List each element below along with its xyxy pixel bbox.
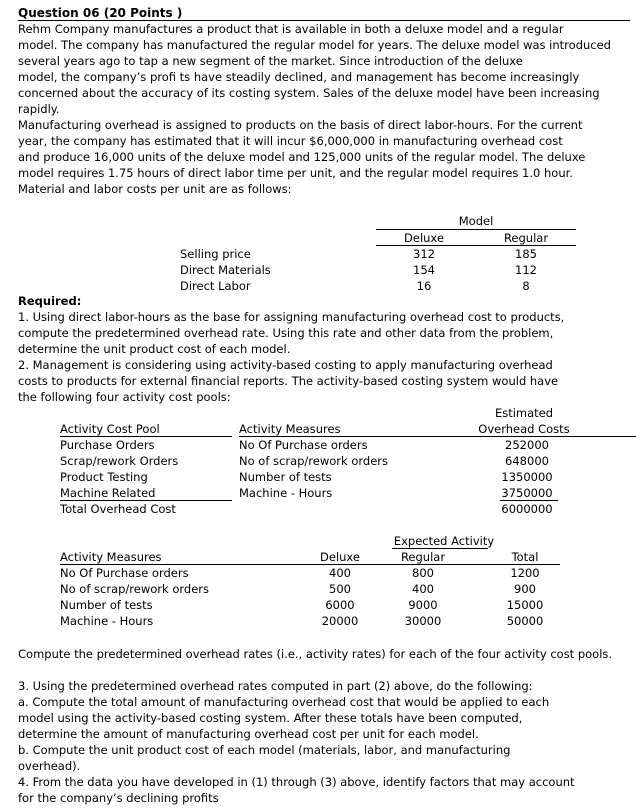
intro-line: Manufacturing overhead is assigned to products on the basis of direct labor-hours. For the current xyxy=(18,118,583,132)
activity-row-measure: No Of Purchase orders xyxy=(60,566,189,580)
activity-row-deluxe: 500 xyxy=(329,582,351,596)
cost-row-label: Direct Labor xyxy=(180,279,251,293)
cost-row-regular: 112 xyxy=(515,263,537,277)
activity-row-regular: 400 xyxy=(412,582,434,596)
intro-line: Material and labor costs per unit are as follows: xyxy=(18,182,292,196)
intro-line: year, the company has estimated that it will incur $6,000,000 in manufacturing overhead cost xyxy=(18,134,563,148)
intro-line: model requires 1.75 hours of direct labor time per unit, and the regular model requires 1.0 hour. xyxy=(18,166,573,180)
pool-row-name: Machine Related xyxy=(60,486,156,500)
intro-line: rapidly. xyxy=(18,102,60,116)
intro-line: model. The company has manufactured the regular model for years. The deluxe model was introduced xyxy=(18,38,611,52)
compute-instruction: Compute the predetermined overhead rates (i.e., activity rates) for each of the four activity cost pools. xyxy=(18,647,613,661)
activity-row-deluxe: 6000 xyxy=(325,598,355,612)
pool-row-cost: 3750000 xyxy=(501,486,553,500)
cost-row-deluxe: 16 xyxy=(416,279,432,293)
question-title: Question 06 (20 Points ) xyxy=(18,6,183,20)
required-line: 1. Using direct labor-hours as the base for assigning manufacturing overhead cost to products, xyxy=(18,310,565,324)
intro-line: several years ago to tap a new segment of the market. Since introduction of the deluxe xyxy=(18,54,523,68)
cost-row-label: Direct Materials xyxy=(180,263,271,277)
activity-row-total: 1200 xyxy=(510,566,540,580)
pool-row-measure: No of scrap/rework orders xyxy=(239,454,388,468)
col-deluxe-header: Deluxe xyxy=(320,550,360,564)
activity-row-total: 900 xyxy=(514,582,536,596)
part3-line: determine the amount of manufacturing overhead cost per unit for each model. xyxy=(18,727,479,741)
required-paragraph xyxy=(18,309,630,405)
activity-row-regular: 9000 xyxy=(408,598,438,612)
pool-total-label: Total Overhead Cost xyxy=(60,502,176,516)
cost-row-deluxe: 154 xyxy=(413,263,435,277)
col-activity-measure-header: Activity Measures xyxy=(60,550,162,564)
intro-line: Rehm Company manufactures a product that is available in both a deluxe model and a regular xyxy=(18,22,564,36)
pool-row-name: Scrap/rework Orders xyxy=(60,454,179,468)
cost-row-regular: 8 xyxy=(522,279,530,293)
col-measure-header: Activity Measures xyxy=(239,422,341,436)
col-overhead-header: Overhead Costs xyxy=(478,422,570,436)
col-regular-header: Regular xyxy=(400,550,446,564)
part3-line: a. Compute the total amount of manufacturing overhead cost that would be applied to each xyxy=(18,695,550,709)
activity-row-deluxe: 400 xyxy=(329,566,351,580)
activity-row-total: 50000 xyxy=(506,614,544,628)
required-line: costs to products for external financial reports. The activity-based costing system would have xyxy=(18,374,559,388)
pool-row-measure: Number of tests xyxy=(239,470,332,484)
activity-row-regular: 800 xyxy=(412,566,434,580)
intro-line: concerned about the accuracy of its costing system. Sales of the deluxe model have been increasing xyxy=(18,86,600,100)
pool-row-name: Product Testing xyxy=(60,470,148,484)
pool-total-value: 6000000 xyxy=(501,502,553,516)
col-total-header: Total xyxy=(511,550,539,564)
pool-row-cost: 1350000 xyxy=(501,470,553,484)
expected-activity-header: Expected Activity xyxy=(393,534,495,548)
part3-line: b. Compute the unit product cost of each model (materials, labor, and manufacturing xyxy=(18,743,511,757)
part3-line: overhead). xyxy=(18,759,81,773)
required-line: compute the predetermined overhead rate. Using this rate and other data from the problem, xyxy=(18,326,554,340)
activity-row-regular: 30000 xyxy=(404,614,442,628)
col-pool-header: Activity Cost Pool xyxy=(60,422,160,436)
part3-line: model using the activity-based costing system. After these totals have been computed, xyxy=(18,711,523,725)
required-line: determine the unit product cost of each model. xyxy=(18,342,291,356)
activity-row-measure: No of scrap/rework orders xyxy=(60,582,209,596)
activity-row-measure: Number of tests xyxy=(60,598,153,612)
cost-row-deluxe: 312 xyxy=(413,247,435,261)
part3-line: 4. From the data you have developed in (1) through (3) above, identify factors that may account xyxy=(18,775,575,789)
intro-line: model, the company’s profi ts have steadily declined, and management has become increasingly xyxy=(18,70,580,84)
cost-row-regular: 185 xyxy=(515,247,537,261)
pool-row-cost: 648000 xyxy=(505,454,549,468)
part3-paragraph xyxy=(18,678,630,806)
cost-row-label: Selling price xyxy=(180,247,251,261)
required-line: 2. Management is considering using activity-based costing to apply manufacturing overhead xyxy=(18,358,553,372)
pool-row-measure: Machine - Hours xyxy=(239,486,333,500)
activity-row-total: 15000 xyxy=(506,598,544,612)
activity-row-deluxe: 20000 xyxy=(321,614,359,628)
part3-line: for the company’s declining profits xyxy=(18,791,219,805)
activity-row-measure: Machine - Hours xyxy=(60,614,154,628)
pool-row-name: Purchase Orders xyxy=(60,438,155,452)
required-line: the following four activity cost pools: xyxy=(18,390,231,404)
col-deluxe-header: Deluxe xyxy=(404,231,444,245)
estimated-header: Estimated xyxy=(494,406,554,420)
part3-line: 3. Using the predetermined overhead rates computed in part (2) above, do the following: xyxy=(18,679,533,693)
intro-paragraph xyxy=(18,21,630,197)
required-heading: Required: xyxy=(18,294,82,308)
model-group-header: Model xyxy=(458,214,494,228)
pool-row-cost: 252000 xyxy=(505,438,549,452)
pool-row-measure: No Of Purchase orders xyxy=(239,438,368,452)
col-regular-header: Regular xyxy=(503,231,549,245)
intro-line: and produce 16,000 units of the deluxe model and 125,000 units of the regular model. The deluxe xyxy=(18,150,586,164)
